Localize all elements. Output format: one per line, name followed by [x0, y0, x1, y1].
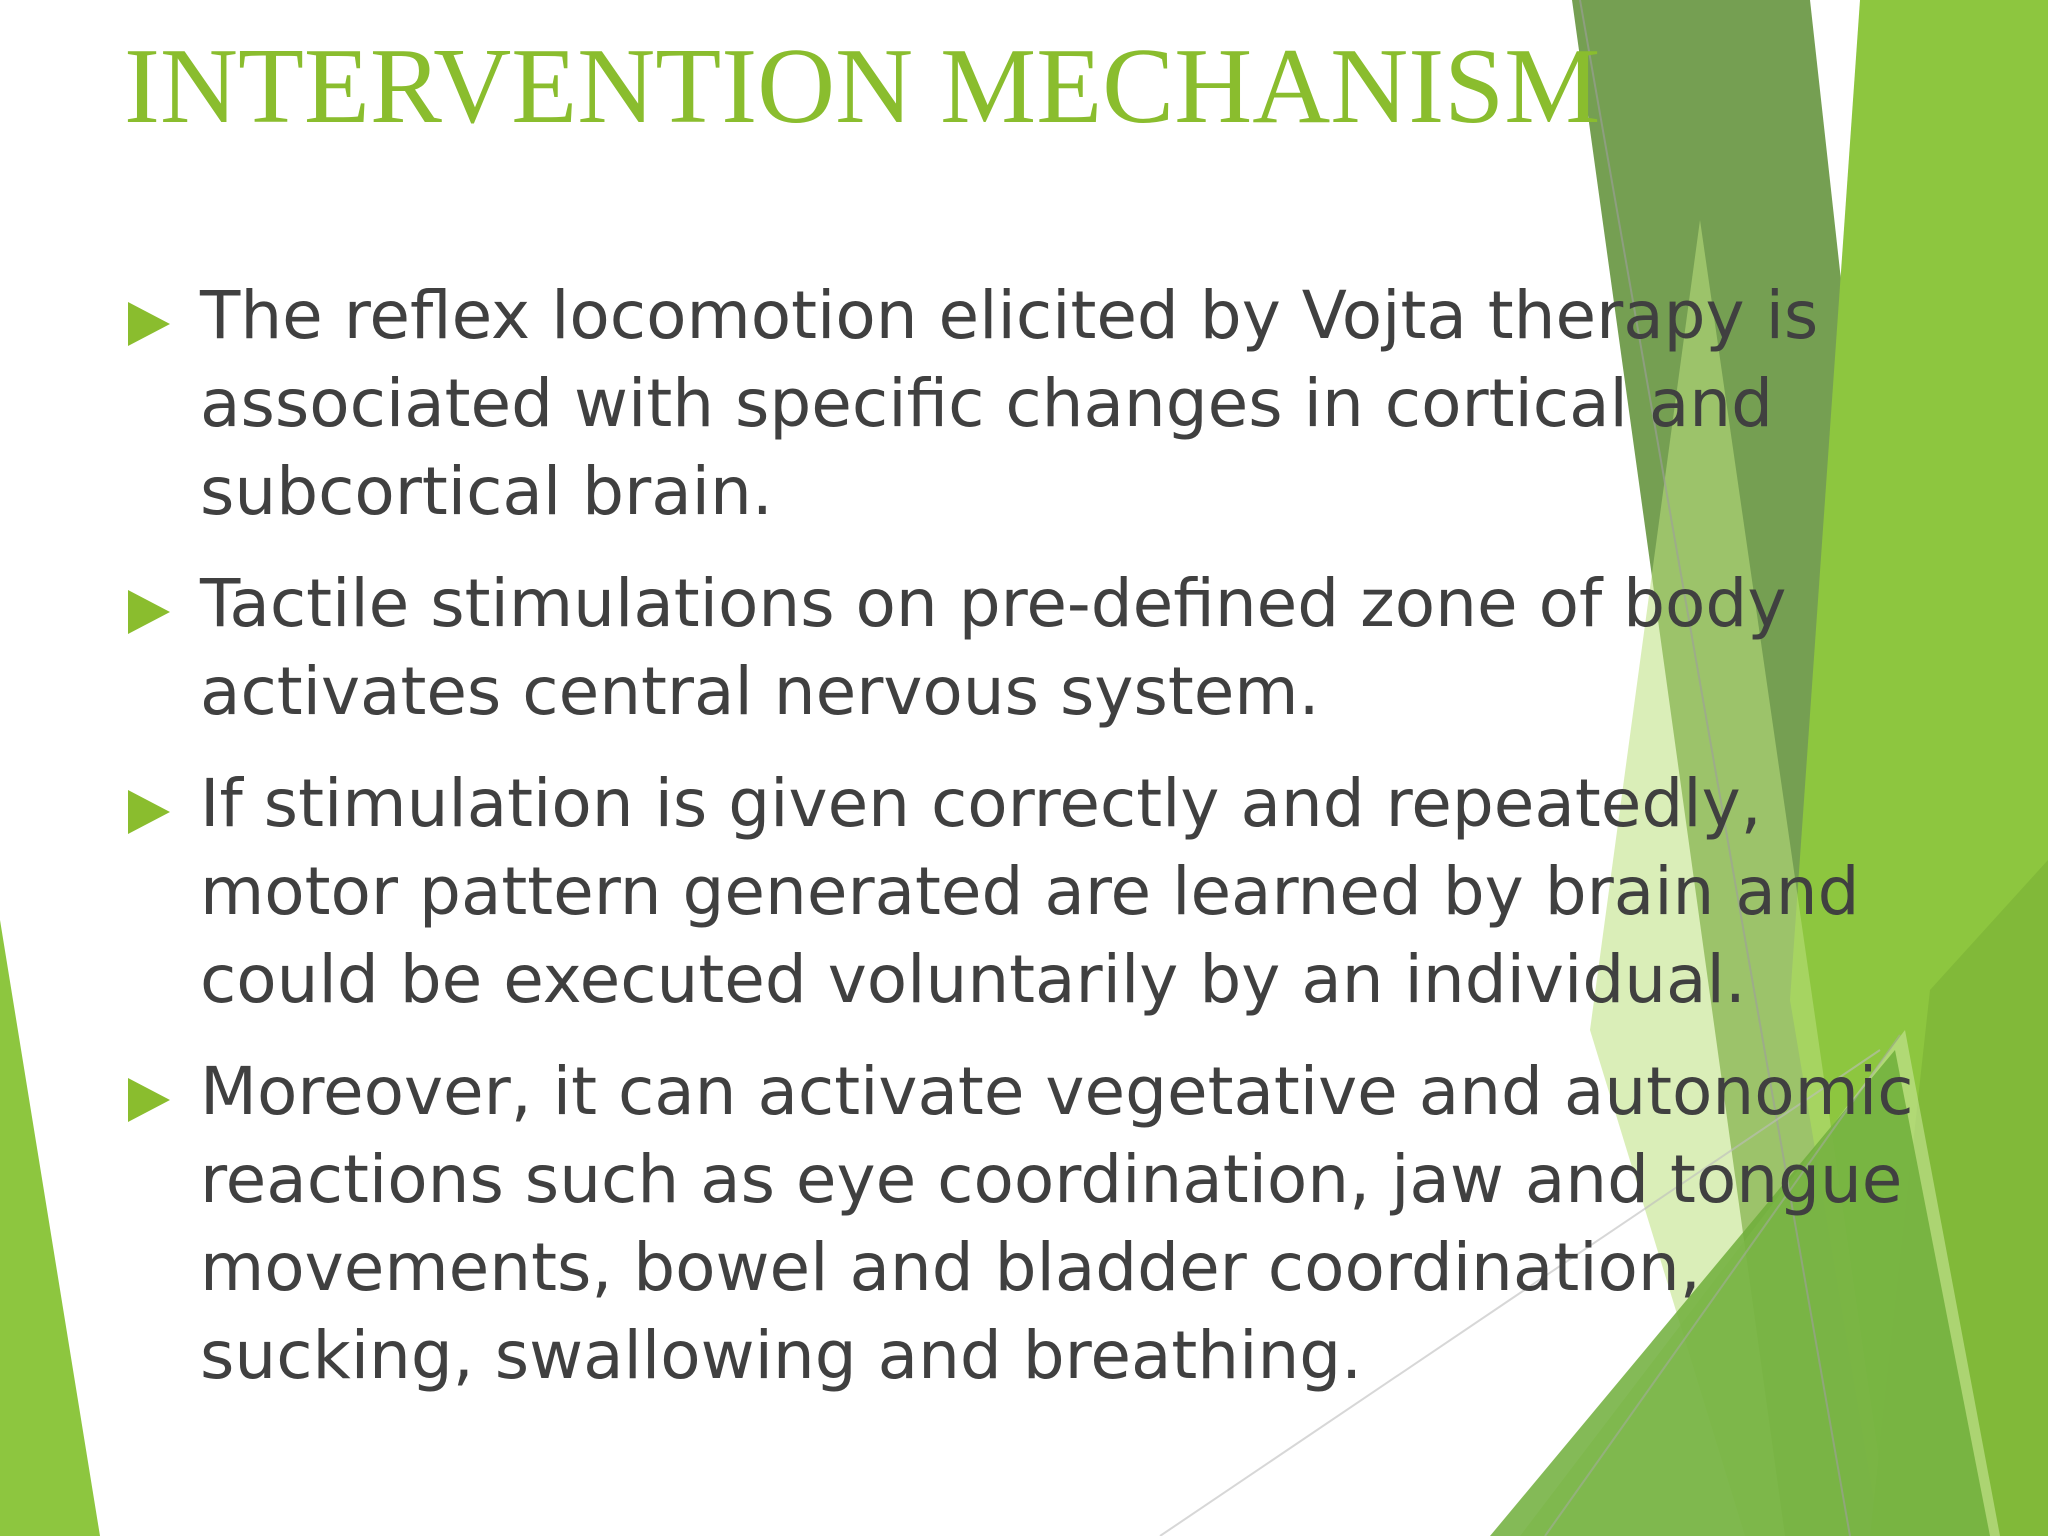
bullet-text: Moreover, it can activate vegetative and autonomic reactions such as eye coordination, jaw and tongue movements, bowel and bladder coordination, sucking, swallowing and breathing.	[200, 1053, 1914, 1394]
triangle-right-icon	[128, 302, 170, 346]
bullet-item	[128, 272, 1948, 536]
bullet-text: Tactile stimulations on pre-defined zone of body activates central nervous system.	[200, 565, 1787, 730]
triangle-right-icon	[128, 590, 170, 634]
bullet-item	[128, 560, 1948, 736]
triangle-right-icon	[128, 790, 170, 834]
bullet-item	[128, 760, 1948, 1024]
bullet-text: If stimulation is given correctly and repeatedly, motor pattern generated are learned by brain and could be executed voluntarily by an individual.	[200, 765, 1860, 1018]
bullet-item	[128, 1048, 1948, 1400]
triangle-right-icon	[128, 1078, 170, 1122]
bullet-list	[128, 272, 1948, 1424]
decor-shape-left-wedge	[0, 920, 100, 1536]
slide-title: INTERVENTION MECHANISM	[124, 27, 1601, 146]
bullet-text: The reflex locomotion elicited by Vojta therapy is associated with specific changes in cortical and subcortical brain.	[200, 277, 1819, 530]
